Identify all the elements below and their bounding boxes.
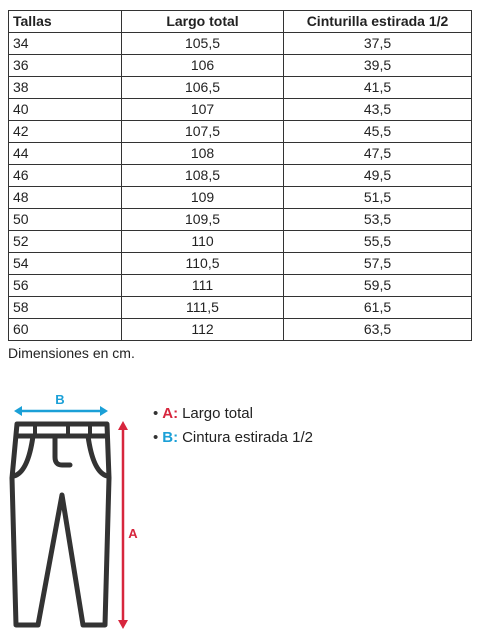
table-row [9, 275, 472, 297]
cell-size: 58 [9, 297, 122, 319]
cell-size: 38 [9, 77, 122, 99]
cell-waist: 45,5 [284, 121, 472, 143]
legend [153, 402, 313, 450]
cell-size: 50 [9, 209, 122, 231]
cell-size: 60 [9, 319, 122, 341]
legend-text-a: Largo total [182, 405, 253, 422]
cell-waist: 63,5 [284, 319, 472, 341]
cell-waist: 43,5 [284, 99, 472, 121]
cell-length: 111 [122, 275, 284, 297]
header-waist: Cinturilla estirada 1/2 [284, 11, 472, 33]
legend-text-b: Cintura estirada 1/2 [182, 429, 313, 446]
cell-waist: 39,5 [284, 55, 472, 77]
cell-length: 110 [122, 231, 284, 253]
table-row [9, 231, 472, 253]
cell-waist: 41,5 [284, 77, 472, 99]
cell-length: 107,5 [122, 121, 284, 143]
table-row [9, 187, 472, 209]
cell-size: 52 [9, 231, 122, 253]
table-row [9, 253, 472, 275]
cell-waist: 51,5 [284, 187, 472, 209]
cell-waist: 47,5 [284, 143, 472, 165]
cell-waist: 53,5 [284, 209, 472, 231]
pants-diagram [0, 385, 160, 635]
cell-size: 56 [9, 275, 122, 297]
table-row [9, 55, 472, 77]
header-size: Tallas [9, 11, 122, 33]
cell-length: 105,5 [122, 33, 284, 55]
cell-size: 44 [9, 143, 122, 165]
table-row [9, 121, 472, 143]
table-row [9, 165, 472, 187]
cell-waist: 49,5 [284, 165, 472, 187]
cell-length: 106,5 [122, 77, 284, 99]
cell-waist: 37,5 [284, 33, 472, 55]
bullet-icon: • [153, 429, 159, 446]
header-length: Largo total [122, 11, 284, 33]
units-note: Dimensiones en cm. [8, 345, 135, 361]
legend-item-a [153, 402, 313, 426]
cell-size: 46 [9, 165, 122, 187]
pants-icon [12, 424, 109, 625]
cell-size: 36 [9, 55, 122, 77]
cell-length: 109,5 [122, 209, 284, 231]
b-arrow [14, 406, 108, 416]
table-header-row [9, 11, 472, 33]
table-row [9, 99, 472, 121]
cell-length: 107 [122, 99, 284, 121]
legend-key-a: A: [162, 405, 179, 422]
legend-item-b [153, 426, 313, 450]
cell-waist: 61,5 [284, 297, 472, 319]
table-row [9, 77, 472, 99]
cell-length: 110,5 [122, 253, 284, 275]
cell-size: 48 [9, 187, 122, 209]
a-label: A [128, 526, 138, 541]
cell-size: 54 [9, 253, 122, 275]
cell-waist: 57,5 [284, 253, 472, 275]
cell-waist: 59,5 [284, 275, 472, 297]
cell-length: 108,5 [122, 165, 284, 187]
legend-key-b: B: [162, 429, 179, 446]
a-arrow [118, 421, 128, 629]
table-row [9, 209, 472, 231]
bullet-icon: • [153, 405, 159, 422]
cell-length: 106 [122, 55, 284, 77]
b-label: B [55, 392, 65, 407]
size-table [8, 10, 472, 341]
cell-length: 111,5 [122, 297, 284, 319]
table-body [9, 33, 472, 341]
cell-size: 42 [9, 121, 122, 143]
table-row [9, 33, 472, 55]
table-row [9, 319, 472, 341]
cell-size: 40 [9, 99, 122, 121]
cell-length: 109 [122, 187, 284, 209]
cell-length: 112 [122, 319, 284, 341]
cell-waist: 55,5 [284, 231, 472, 253]
table-row [9, 143, 472, 165]
cell-size: 34 [9, 33, 122, 55]
cell-length: 108 [122, 143, 284, 165]
table-row [9, 297, 472, 319]
